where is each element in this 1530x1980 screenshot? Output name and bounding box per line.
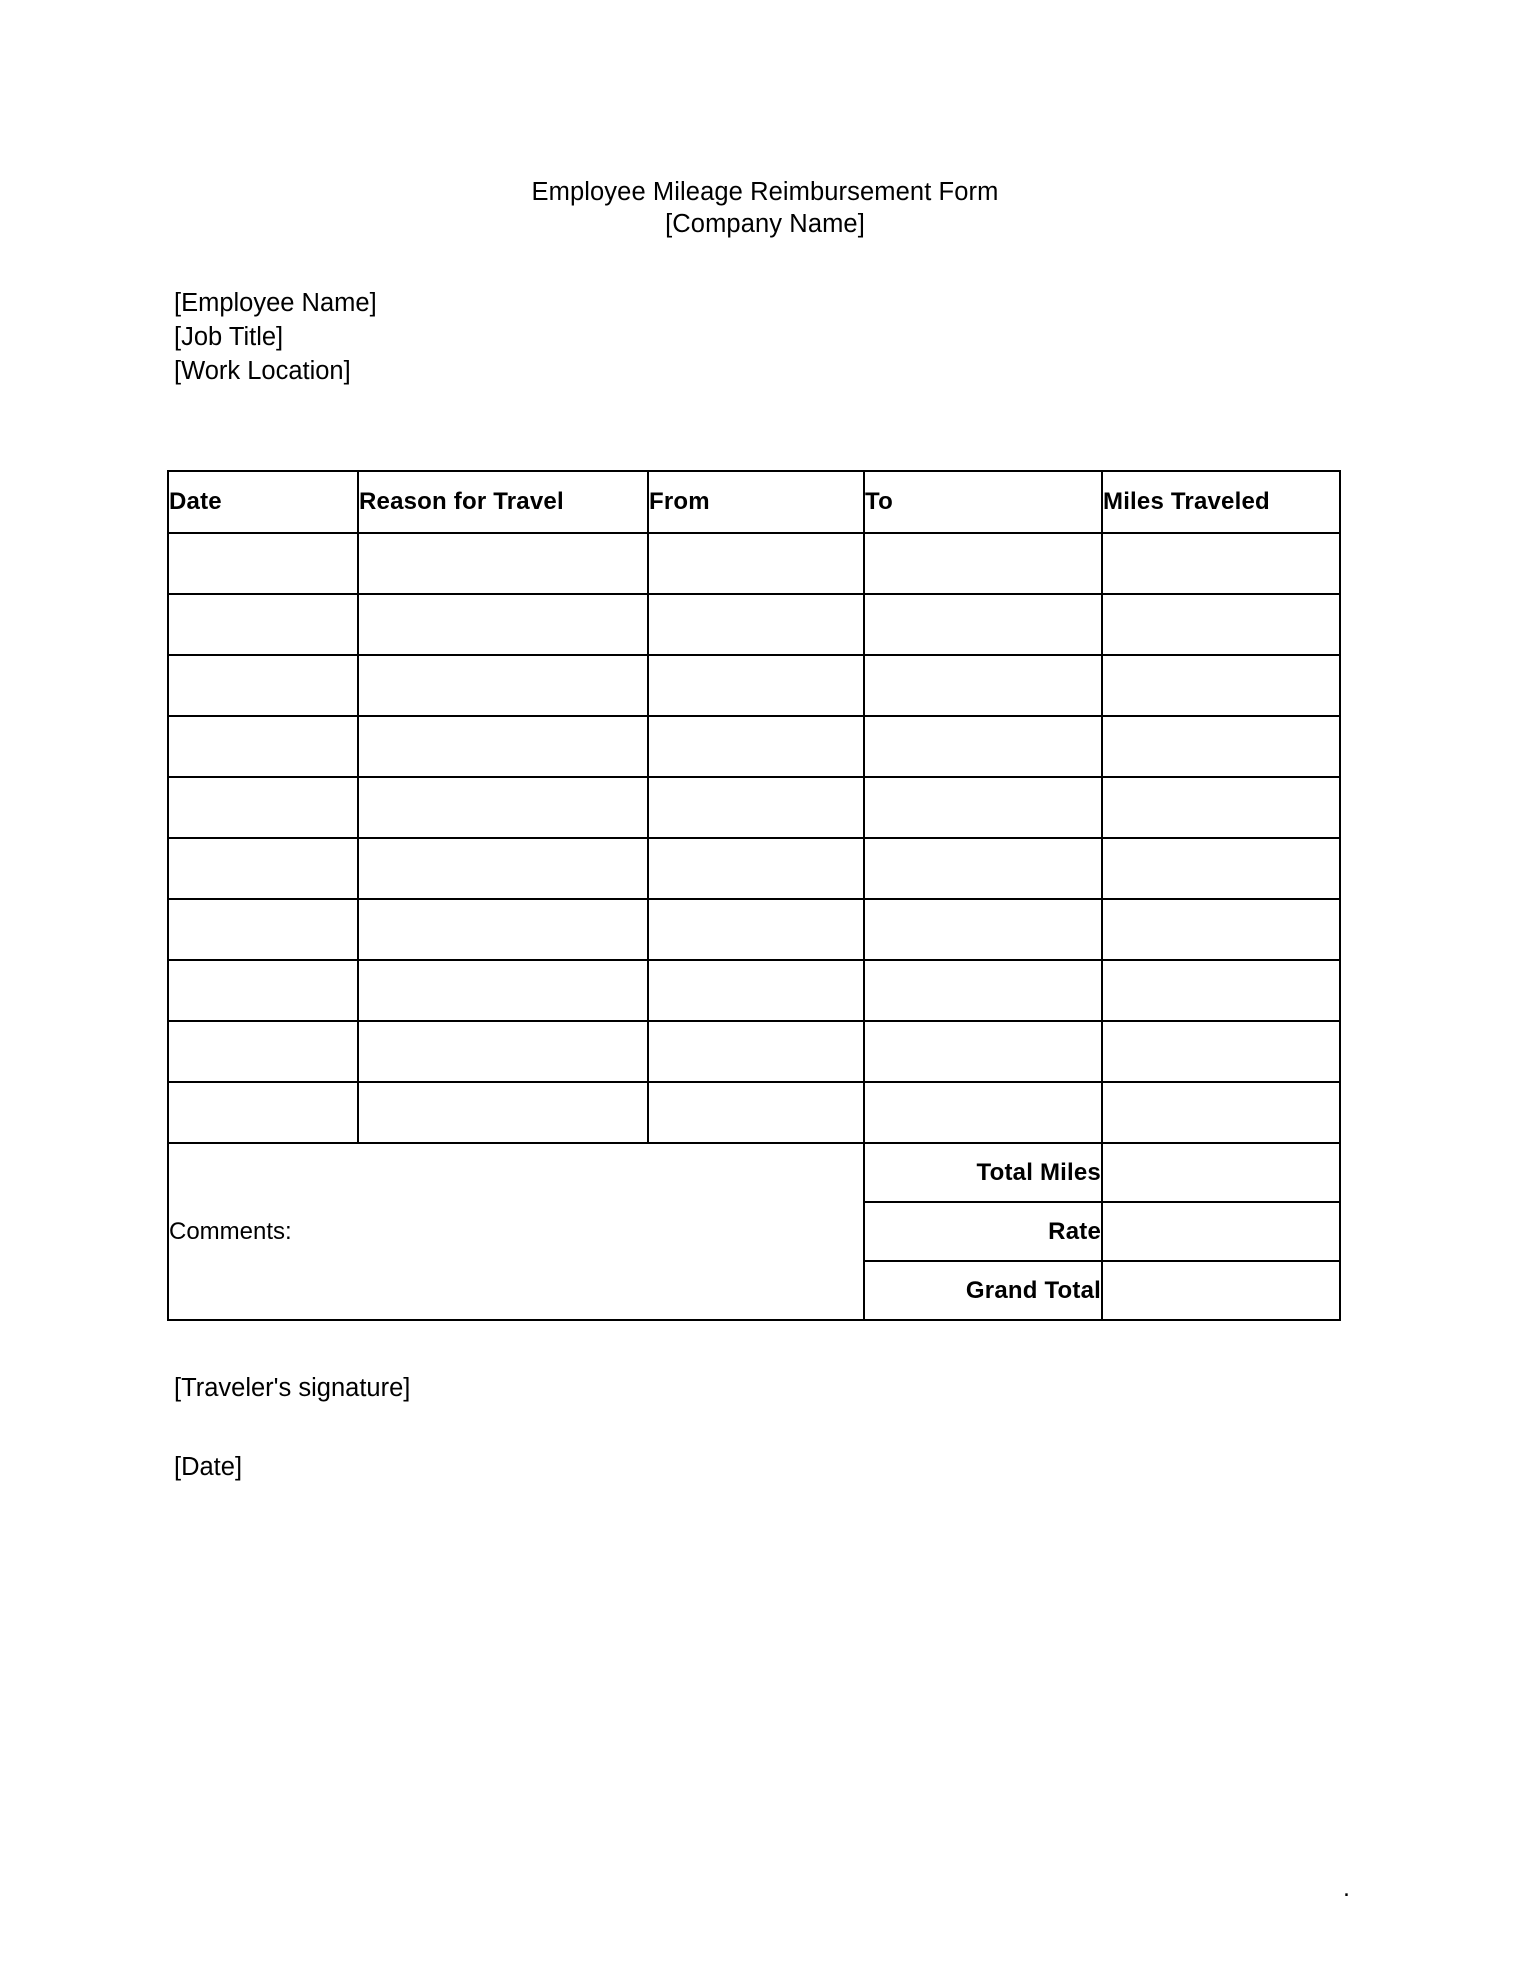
table-row[interactable] [168, 655, 1340, 716]
cell-miles[interactable] [1102, 1021, 1340, 1082]
cell-from[interactable] [648, 777, 864, 838]
cell-reason[interactable] [358, 960, 648, 1021]
cell-miles[interactable] [1102, 899, 1340, 960]
cell-date[interactable] [168, 655, 358, 716]
cell-miles[interactable] [1102, 533, 1340, 594]
employee-info-block [174, 286, 377, 388]
cell-miles[interactable] [1102, 960, 1340, 1021]
cell-miles[interactable] [1102, 1082, 1340, 1143]
column-header-date: Date [168, 471, 358, 533]
cell-reason[interactable] [358, 533, 648, 594]
cell-to[interactable] [864, 777, 1102, 838]
table-row[interactable] [168, 838, 1340, 899]
employee-name-field[interactable]: [Employee Name] [174, 289, 377, 317]
column-header-miles-traveled: Miles Traveled [1102, 471, 1340, 533]
cell-reason[interactable] [358, 655, 648, 716]
document-title-block [0, 176, 1530, 240]
cell-to[interactable] [864, 960, 1102, 1021]
cell-to[interactable] [864, 838, 1102, 899]
page-title: Employee Mileage Reimbursement Form [531, 178, 999, 206]
column-header-to: To [864, 471, 1102, 533]
cell-date[interactable] [168, 777, 358, 838]
cell-reason[interactable] [358, 716, 648, 777]
cell-reason[interactable] [358, 1021, 648, 1082]
cell-to[interactable] [864, 1082, 1102, 1143]
signature-date-field[interactable]: [Date] [174, 1453, 243, 1481]
cell-from[interactable] [648, 899, 864, 960]
cell-date[interactable] [168, 1021, 358, 1082]
grand-total-value[interactable] [1102, 1261, 1340, 1320]
cell-date[interactable] [168, 838, 358, 899]
cell-date[interactable] [168, 716, 358, 777]
work-location-field[interactable]: [Work Location] [174, 357, 351, 386]
cell-from[interactable] [648, 960, 864, 1021]
rate-label: Rate [864, 1202, 1102, 1261]
footer-mark: . [1343, 1874, 1350, 1902]
cell-to[interactable] [864, 899, 1102, 960]
table-row[interactable] [168, 899, 1340, 960]
cell-date[interactable] [168, 960, 358, 1021]
cell-from[interactable] [648, 594, 864, 655]
totals-row-total-miles[interactable] [168, 1143, 1340, 1202]
cell-from[interactable] [648, 716, 864, 777]
cell-miles[interactable] [1102, 655, 1340, 716]
table-row[interactable] [168, 533, 1340, 594]
table-body [168, 533, 1340, 1320]
table-row[interactable] [168, 960, 1340, 1021]
cell-reason[interactable] [358, 899, 648, 960]
table-row[interactable] [168, 777, 1340, 838]
cell-miles[interactable] [1102, 594, 1340, 655]
cell-date[interactable] [168, 1082, 358, 1143]
mileage-table [167, 470, 1341, 1321]
traveler-signature-field[interactable]: [Traveler's signature] [174, 1374, 411, 1402]
cell-from[interactable] [648, 1082, 864, 1143]
cell-date[interactable] [168, 533, 358, 594]
cell-reason[interactable] [358, 1082, 648, 1143]
table-row[interactable] [168, 716, 1340, 777]
grand-total-label: Grand Total [864, 1261, 1102, 1320]
total-miles-label: Total Miles [864, 1143, 1102, 1202]
cell-from[interactable] [648, 655, 864, 716]
table-row[interactable] [168, 594, 1340, 655]
company-name-placeholder: [Company Name] [665, 210, 865, 239]
cell-to[interactable] [864, 594, 1102, 655]
column-header-reason-for-travel: Reason for Travel [358, 471, 648, 533]
cell-from[interactable] [648, 1021, 864, 1082]
cell-miles[interactable] [1102, 777, 1340, 838]
cell-to[interactable] [864, 1021, 1102, 1082]
table-header-row [168, 471, 1340, 533]
cell-miles[interactable] [1102, 716, 1340, 777]
cell-reason[interactable] [358, 594, 648, 655]
table-row[interactable] [168, 1082, 1340, 1143]
cell-reason[interactable] [358, 838, 648, 899]
cell-to[interactable] [864, 716, 1102, 777]
cell-date[interactable] [168, 899, 358, 960]
job-title-field[interactable]: [Job Title] [174, 323, 284, 352]
signature-block [174, 1374, 410, 1482]
rate-value[interactable] [1102, 1202, 1340, 1261]
cell-from[interactable] [648, 838, 864, 899]
table-row[interactable] [168, 1021, 1340, 1082]
cell-from[interactable] [648, 533, 864, 594]
column-header-from: From [648, 471, 864, 533]
cell-to[interactable] [864, 533, 1102, 594]
total-miles-value[interactable] [1102, 1143, 1340, 1202]
cell-to[interactable] [864, 655, 1102, 716]
comments-field[interactable]: Comments: [168, 1143, 864, 1320]
cell-date[interactable] [168, 594, 358, 655]
cell-miles[interactable] [1102, 838, 1340, 899]
cell-reason[interactable] [358, 777, 648, 838]
